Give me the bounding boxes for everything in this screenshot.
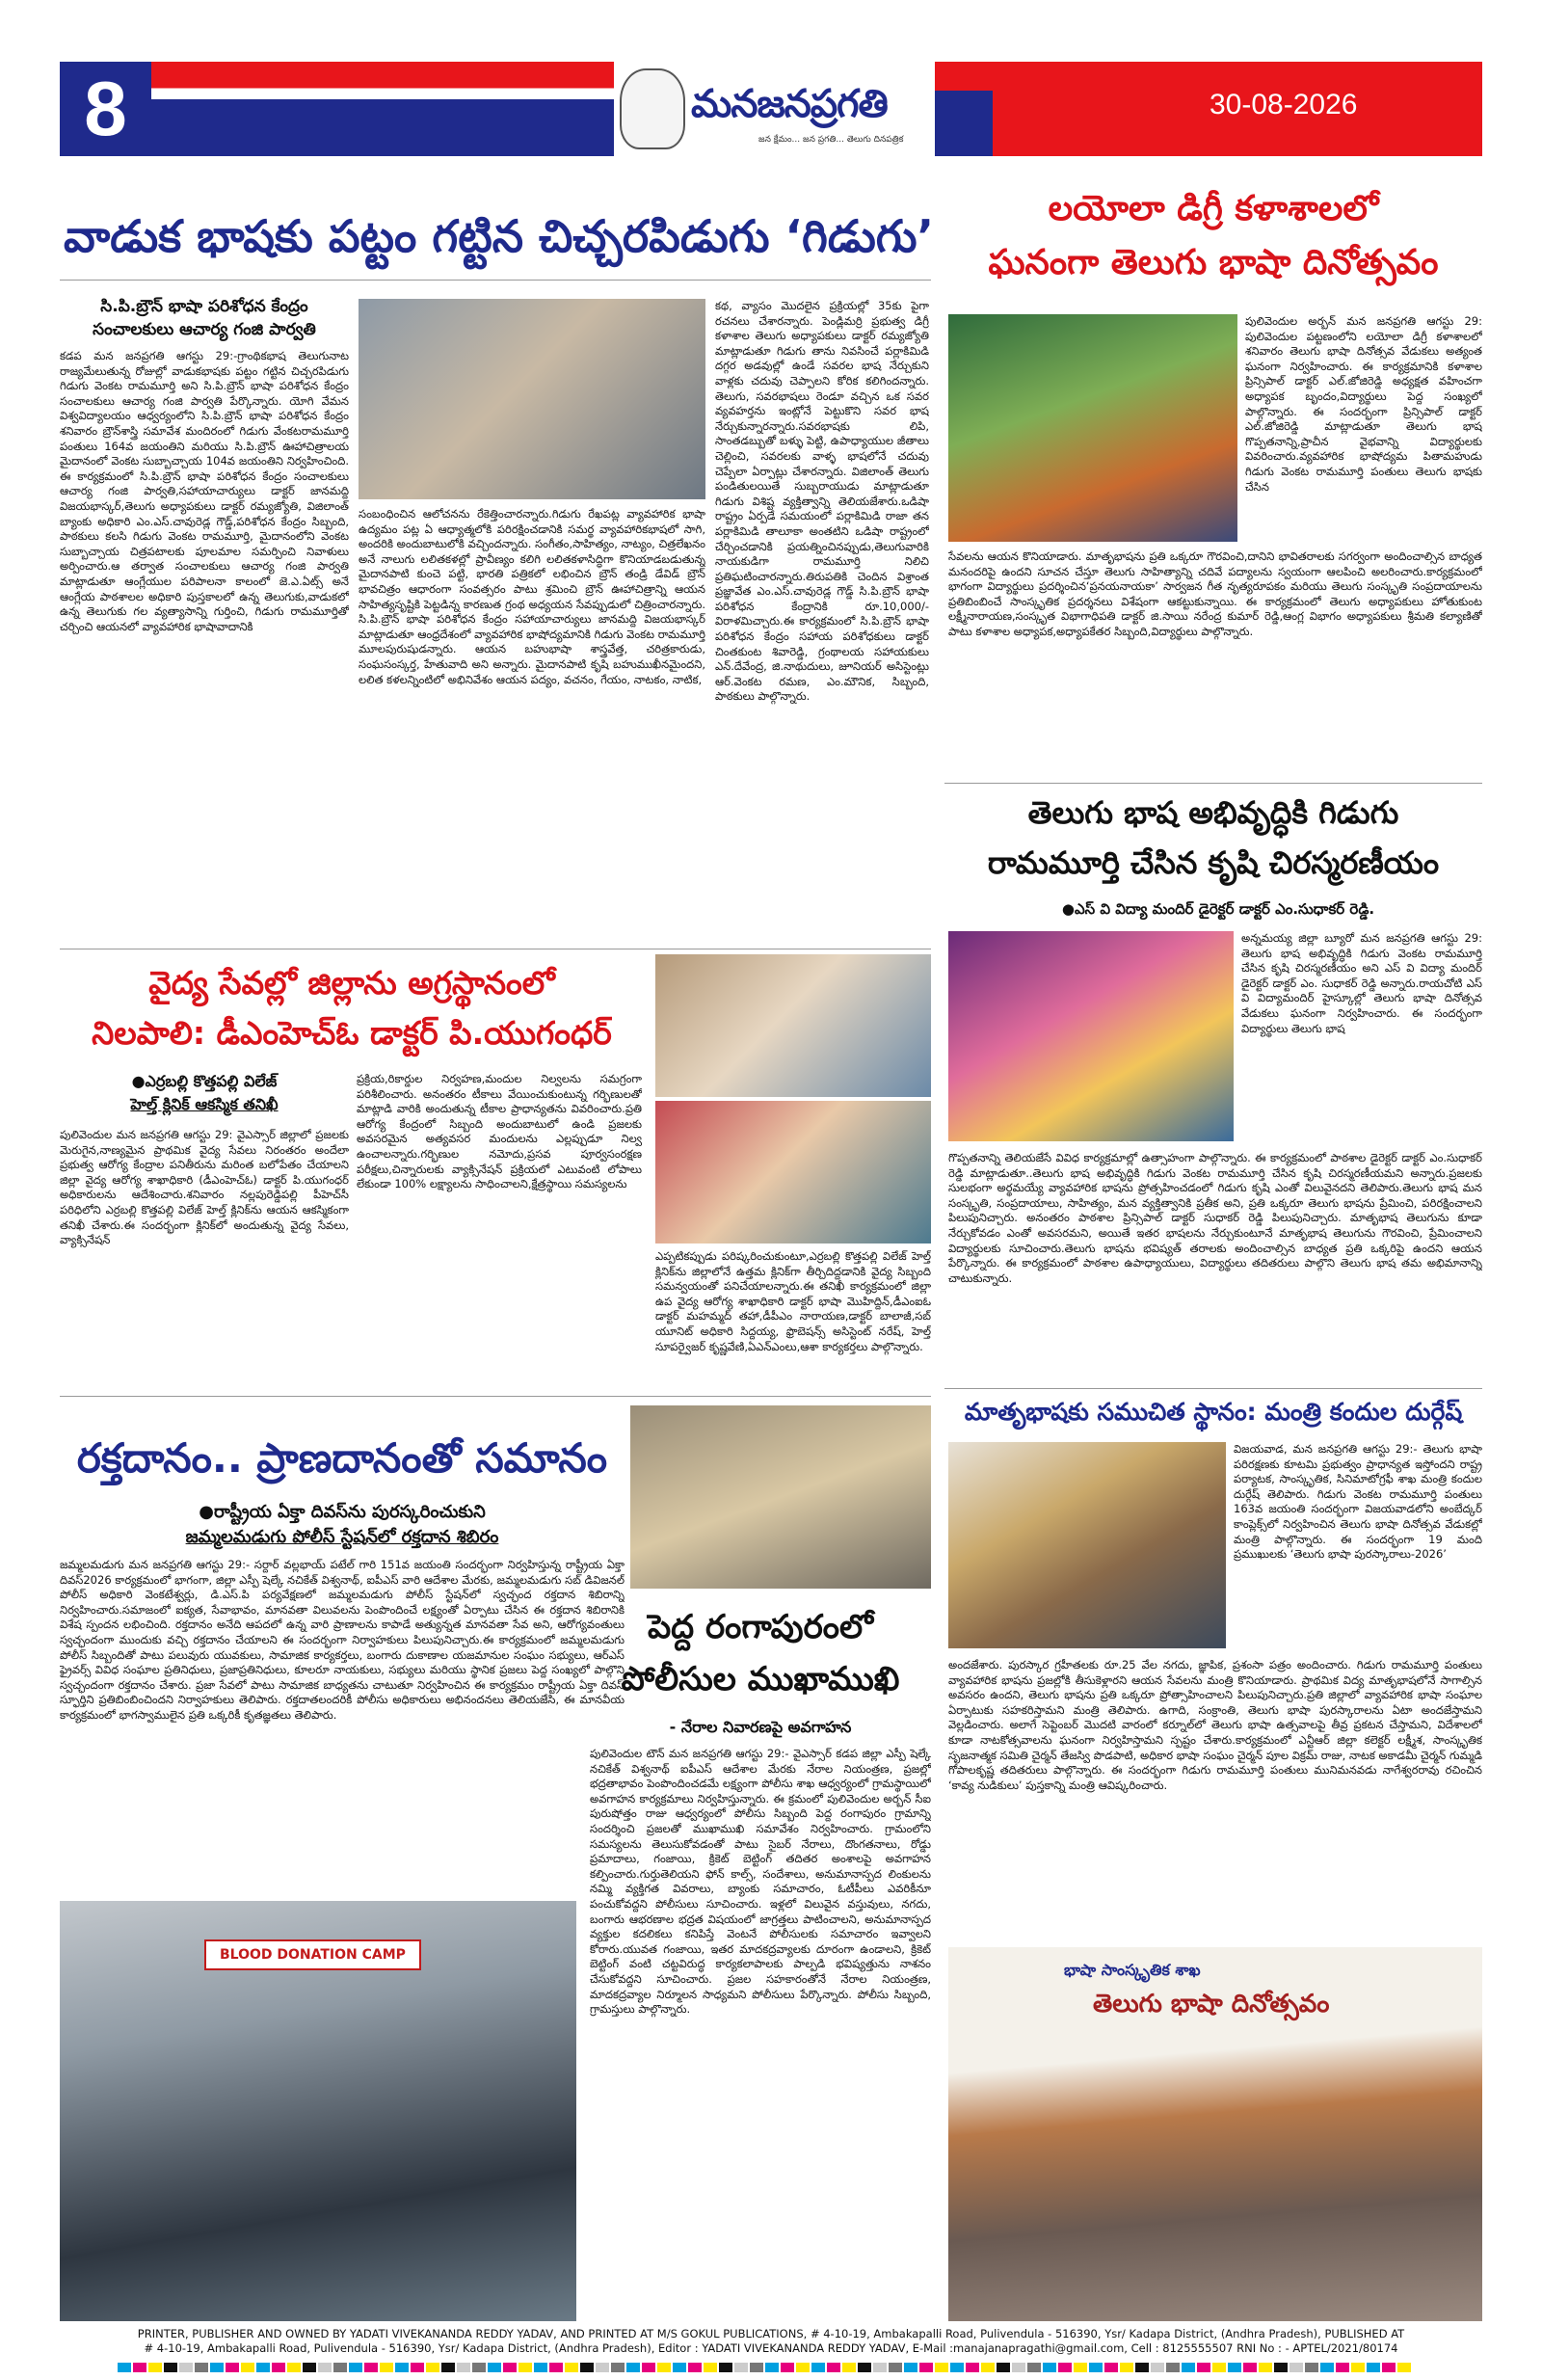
minister-photo <box>948 1442 1226 1648</box>
main-story-photo <box>359 299 705 499</box>
blood-subhead-1: ●రాష్ట్రీయ ఏక్తా దివస్‌ను పురస్కరించుకుని <box>199 1502 486 1522</box>
registration-swatch <box>1043 2363 1056 2372</box>
registration-swatch <box>626 2363 640 2372</box>
registration-swatch <box>534 2363 547 2372</box>
registration-swatch <box>518 2363 532 2372</box>
registration-swatch <box>195 2363 208 2372</box>
registration-swatch <box>472 2363 486 2372</box>
registration-swatch <box>734 2363 748 2372</box>
police-body: పులివెందుల టౌన్ మన జనప్రగతి ఆగస్టు 29:- వైఎస్సార్ కడప జిల్లా ఎస్పీ షెల్కే నచికేత్ విశ్వనాథ్ ఐపీఎస్ ఆదేశాల మేరకు నేరాల నియంత్రణ, ప్రజల్లో భద్రతాభావం పెంపొందించడమే లక్ష్యంగా పోలీసు శాఖ ఆధ్వర్యంలో గ్రామస్థాయిలో అవగాహన కార్యక్రమాలు నిర్వహిస్తున్నారు. ఈ క్రమంలో పులివెందుల అర్బన్ సీఐ పురుషోత్తం రాజు ఆధ్వర్యంలో పోలీసు సిబ్బంది పెద్ద రంగాపురం గ్రామాన్ని సందర్శించి ప్రజలతో ముఖాముఖి సమావేశం నిర్వహించారు. గ్రామంలోని సమస్యలను తెలుసుకోవడంతో పాటు సైబర్ నేరాలు, దొంగతనాలు, రోడ్డు ప్రమాదాలు, గంజాయి, క్రికెట్ బెట్టింగ్ తదితర అంశాలపై అవగాహన కల్పించారు.గుర్తుతెలియని ఫోన్ కాల్స్, సందేశాలు, అనుమానాస్పద లింకులను నమ్మి వ్యక్తిగత వివరాలు, బ్యాంకు సమాచారం, ఓటీపీలు ఎవరికీనూ పంచుకోవద్దని పోలీసులు సూచించారు. ఇళ్లలో విలువైన వస్తువులు, నగదు, బంగారు ఆభరణాల భద్రత విషయంలో జాగ్రత్తలు పాటించాలని, అనుమానాస్పద వ్యక్తుల కదలికలు కనిపిస్తే వెంటనే పోలీసులకు సమాచారం ఇవ్వాలని కోరారు.యువత గంజాయి, ఇతర మాదకద్రవ్యాలకు దూరంగా ఉండాలని, క్రికెట్ బెట్టింగ్ వంటి చట్టవిరుద్ధ కార్యకలాపాలకు పాల్పడి భవిష్యత్తును నాశనం చేసుకోవద్దని సూచించారు. ప్రజల సహకారంతోనే నేరాల నియంత్రణ, మాదకద్రవ్యాల నిర్మూలన సాధ్యమని పోలీసులు పేర్కొన్నారు. పోలీసు సిబ్బంది, గ్రామస్తులు పాల్గొన్నారు. <box>590 1747 931 2017</box>
growth-body-a: అన్నమయ్య జిల్లా బ్యూరో మన జనప్రగతి ఆగస్టు 29: తెలుగు భాష అభివృద్ధికి గిడుగు వెంకట రామమూర్తి చేసిన కృషి చిరస్మరణీయం అని ఎస్ వి విద్యా మందిర్ డైరెక్టర్ డాక్టర్ ఎం. సుధాకర్ రెడ్డి అన్నారు.రాయచోటి ఎస్ వి విద్యామందిర్ హైస్కూల్లో తెలుగు భాషా దినోత్సవ వేడుకలు ఘనంగా నిర్వహించారు. ఈ సందర్భంగా విద్యార్థులు తెలుగు భాష <box>1241 931 1482 1035</box>
registration-swatch <box>1320 2363 1334 2372</box>
registration-swatch <box>1305 2363 1318 2372</box>
blood-photo <box>60 1901 576 2321</box>
police-headline-1: పెద్ద రంగాపురంలో <box>648 1608 873 1646</box>
registration-swatch <box>133 2363 146 2372</box>
registration-swatch <box>827 2363 840 2372</box>
medical-col3: ఎప్పటికప్పుడు పరిష్కరించుకుంటూ,ఎర్రబల్లి కొత్తపల్లి విలేజ్ హెల్త్ క్లినిక్‌ను జిల్లాలోనే ఉత్తమ క్లినిక్‌గా తీర్చిదిద్దడానికి వైద్య సిబ్బంది సమన్వయంతో పనిచేయాలన్నారు.ఈ తనిఖీ కార్యక్రమంలో జిల్లా ఉప వైద్య ఆరోగ్య శాఖాధికారి డాక్టర్ భాషా మొహిద్దిన్,డీఎంఐఓ డాక్టర్ మహమ్మద్ తహా,డీపీఎం నారాయణ,డాక్టర్ బాలాజీ,సబ్ యూనిట్ అధికారి సిద్దయ్య, ఫ్రొబెషన్స్‌ అసిస్టెంట్ నరేష్, హెల్త్ సూపర్వైజర్ కృష్ణవేణి,ఏఎన్ఎంలు,ఆశా కార్యకర్తలు పాల్గొన్నారు. <box>655 1249 931 1353</box>
registration-swatch <box>642 2363 655 2372</box>
registration-swatch <box>1336 2363 1349 2372</box>
registration-swatch <box>364 2363 378 2372</box>
registration-swatch <box>811 2363 825 2372</box>
registration-swatch <box>395 2363 409 2372</box>
registration-swatch <box>287 2363 301 2372</box>
registration-swatch <box>333 2363 347 2372</box>
loyola-photo <box>948 314 1237 542</box>
registration-swatch <box>1228 2363 1241 2372</box>
registration-swatch <box>950 2363 964 2372</box>
registration-swatch <box>1367 2363 1380 2372</box>
issue-date: 30-08-2026 <box>1210 89 1358 120</box>
registration-swatch <box>935 2363 948 2372</box>
registration-swatch <box>596 2363 609 2372</box>
registration-swatch <box>796 2363 810 2372</box>
header-band-left <box>151 62 614 156</box>
header-band-right <box>935 62 1482 156</box>
registration-swatch <box>565 2363 578 2372</box>
registration-swatch <box>1182 2363 1195 2372</box>
minister-headline: మాతృభాషకు సముచిత స్థానం: మంత్రి కందుల దుర్గేష్ <box>964 1398 1463 1426</box>
imprint-line-2: # 4-10-19, Ambakapalli Road, Pulivendula - 516390, Ysr/ Kadapa District, (Andhra Pradesh), Editor : YADATI VIVEKANANDA REDDY YADAV, E-Mail :manajanapragathi@gmail.com, Cell : 8125555507 RNI No : - APTEL/2021/80174 <box>144 2341 1398 2355</box>
registration-swatch <box>118 2363 131 2372</box>
main-story-col2: సంబంధించిన ఆలోచనను రేకెత్తించారన్నారు.గిడుగు రేఖపట్ల వ్యావహారిక భాషా ఉద్యమం పట్ల ఏ ఆధ్యాత్మలోకి పరిరక్షించడానికి సమర్థ వ్యావహారికభాషలో సాగి, అందరికి అందుబాటులోకి వచ్చిందన్నారు. సంగీతం,సాహిత్యం, నాట్యం, చిత్రలేఖనం అనే నాలుగు లలితకళల్లో ప్రావీణ్యం కలిగి లలితకళాసిద్ధిగా కొనియాడబడుతున్న మైదానపాటి కుంచె పట్టి, భారతి పత్రికలో లభించిన బ్రౌన్ తండ్రి డేవిడ్ బ్రౌన్ భావచిత్రం ఆధారంగా సంవత్సరం పాటు శ్రమించి బ్రౌన్ ఊహాచిత్రాన్ని ఆయన సాహిత్యసృష్టికి పెట్టడిన్న కారణుత గ్రంథ అధ్యయన సేవప్పుడులో చిత్రించారన్నారు. సి.పి.బ్రౌన్ భాషా పరిశోధన కేంద్రం సహాయాచార్యులు జానమద్ది విజయభాస్కర్ మాట్లాడుతూ ఆంధ్రదేశంలో వ్యావహారిక భాషోద్యమానికి గిడుగు వెంకట రామమూర్తి మూలపురుషుడన్నారు. ఆయన బహుభాషా శాస్త్రవేత్త, చరిత్రకారుడు, సంఘసంస్కర్త, హేతువాది అని అన్నారు. మైదానపాటి కృషి బహుముఖీనమైందని, లలిత కళలన్నింటిలో అభినివేశం ఆయన పద్యం, వచనం, గేయం, నాటకం, నాటిక, <box>359 507 705 686</box>
registration-swatch <box>919 2363 933 2372</box>
registration-swatch <box>441 2363 455 2372</box>
registration-swatch <box>1074 2363 1087 2372</box>
growth-body-b: గొప్పతనాన్ని తెలియజేసే వివిధ కార్యక్రమాల్లో ఉత్సాహంగా పాల్గొన్నారు. ఈ కార్యక్రమంలో పాఠశాల డైరెక్టర్ డాక్టర్ ఎం.సుధాకర్ రెడ్డి మాట్లాడుతూ..తెలుగు భాష అభివృద్ధికి గిడుగు వెంకట రామమూర్తి చేసిన కృషి చిరస్మరణీయమని అన్నారు.ప్రజలకు సులభంగా అర్థమయ్యే వ్యావహారిక భాషను ప్రోత్సహించడంలో గిడుగు కృషి ఎంతో విలువైనదని తెలిపారు.తెలుగు భాష మన సంస్కృతి, సంప్రదాయాలు, సాహిత్యం, మన వ్యక్తిత్వానికి ప్రతీక అని, ప్రతి ఒక్కరూ తెలుగు భాషను ప్రేమించి, పరిరక్షించాలని పిలుపునిచ్చారు. అనంతరం పాఠశాల ప్రిన్సిపాల్ డాక్టర్ సుధాకర్ రెడ్డి పిలుపునిచ్చారు. మాతృభాష తెలుగును కూడా నేర్చుకోవడం ఎంతో అవసరమని, అయితే ఇతర భాషలను నేర్చుకుంటూనే మాతృభాష తెలుగును గౌరవించి, ప్రేమించాలని విద్యార్థులకు సూచించారు.తెలుగు భాషను భవిష్యత్ తరాలకు అందించాల్సిన బాధ్యత ప్రతి ఒక్కరిపై ఉందని ఆయన పేర్కొన్నారు. ఈ కార్యక్రమంలో పాఠశాల ఉపాధ్యాయులు, విద్యార్థులు తదితరులు పాల్గొని తెలుగు భాష తమ అభిమానాన్ని చాటుకున్నారు. <box>948 1151 1482 1285</box>
registration-swatch <box>1120 2363 1133 2372</box>
registration-swatch <box>611 2363 625 2372</box>
main-headline: వాడుక భాషకు పట్టం గట్టిన చిచ్చరపిడుగు ‘గిడుగు’ <box>64 210 935 262</box>
registration-swatch <box>1012 2363 1025 2372</box>
main-subhead-1: సి.పి.బ్రౌన్ భాషా పరిశోధన కేంద్రం <box>100 297 308 316</box>
growth-photo <box>948 931 1234 1141</box>
registration-swatch <box>719 2363 732 2372</box>
medical-subhead-2: హెల్త్ క్లినిక్ ఆకస్మిక తనిఖీ <box>130 1095 279 1113</box>
registration-swatch <box>842 2363 856 2372</box>
blood-subhead-2: జమ్మలమడుగు పోలీస్ స్టేషన్‌లో రక్తదాన శిబిరం <box>185 1527 499 1547</box>
page-number: 8 <box>60 62 151 156</box>
registration-swatch <box>1027 2363 1041 2372</box>
blood-banner: BLOOD DONATION CAMP <box>204 1939 421 1970</box>
registration-swatch <box>704 2363 717 2372</box>
registration-swatch <box>1089 2363 1103 2372</box>
loyola-body-a: పులివెందుల అర్బన్ మన జనప్రగతి ఆగస్టు 29: పులివెందుల పట్టణంలోని లయోలా డిగ్రీ కళాశాలలో శనివారం తెలుగు భాషా దినోత్సవ వేడుకలు అత్యంత ఘనంగా నిర్వహించారు. ఈ కార్యక్రమానికి కళాశాల ప్రిన్సిపాల్ డాక్టర్ ఎల్.జోజిరెడ్డి అధ్యక్షత వహించగా అధ్యాపక బృందం,విద్యార్థులు పెద్ద సంఖ్యలో పాల్గొన్నారు. ఈ సందర్భంగా ప్రిన్సిపాల్ డాక్టర్ ఎల్.జోజిరెడ్డి మాట్లాడుతూ తెలుగు భాష గొప్పతనాన్ని,ప్రాచీన వైభవాన్ని విద్యార్థులకు వివరించారు.వ్యవహారిక భాషోద్యమ పితామహుడు గిడుగు వెంకట రామమూర్తి పంతులు తెలుగు భాషకు చేసిన <box>1245 314 1482 494</box>
registration-swatch <box>1135 2363 1149 2372</box>
registration-swatch <box>750 2363 763 2372</box>
registration-swatch <box>488 2363 501 2372</box>
minister-body-a: విజయవాడ, మన జనప్రగతి ఆగస్టు 29:- తెలుగు భాషా పరిరక్షణకు కూటమి ప్రభుత్వం ప్రాధాన్యత ఇస్తోందని రాష్ట్ర పర్యాటక, సాంస్కృతిక, సినిమాటోగ్రఫీ శాఖ మంత్రి కందుల దుర్గేష్ తెలిపారు. గిడుగు వెంకట రామమూర్తి పంతులు 163వ జయంతి సందర్భంగా విజయవాడలోని అంబేద్కర్ కాంప్లెక్స్‌లో నిర్వహించిన తెలుగు భాషా దినోత్సవ వేడుకల్లో మంత్రి పాల్గొన్నారు. ఈ సందర్భంగా 19 మంది ప్రముఖులకు ‘తెలుగు భాషా పురస్కారాలు-2026’ <box>1234 1442 1482 1562</box>
registration-swatch <box>1166 2363 1180 2372</box>
minister-banner-2: తెలుగు భాషా దినోత్సవం <box>1093 1990 1330 2019</box>
registration-swatch <box>1243 2363 1257 2372</box>
medical-col2: ప్రక్రియ,రికార్డుల నిర్వహణ,మందుల నిల్వలను సమగ్రంగా పరిశీలించారు. అనంతరం టీకాలు వేయించుకుంటున్న గర్భిణులతో మాట్లాడి వారికి అందుతున్న టీకాల ప్రాధాన్యతను వివరించారు.ప్రతి ఆరోగ్య కేంద్రంలో సిబ్బంది అందుబాటులో ఉండి ప్రజలకు అవసరమైన అత్యవసర మందులను ఎల్లప్పుడూ నిల్వ ఉంచాలన్నారు.గర్భిణుల నమోదు,ప్రసవ పూర్వసంరక్షణ పరీక్షలు,చిన్నారులకు వ్యాక్సినేషన్ ప్రక్రియలో ఎటువంటి లోపాలు లేకుండా 100% లక్ష్యాలను సాధించాలని,క్షేత్రస్థాయి సమస్యలను <box>357 1072 642 1191</box>
registration-swatch <box>1104 2363 1118 2372</box>
registration-swatch <box>303 2363 316 2372</box>
registration-swatch <box>1351 2363 1365 2372</box>
registration-swatch <box>210 2363 224 2372</box>
blood-side-photo <box>630 1405 931 1589</box>
minister-banner-1: భాషా సాంస్కృతిక శాఖ <box>1064 1961 1201 1979</box>
registration-swatch <box>426 2363 439 2372</box>
medical-subhead-1: ●ఎర్రబల్లి కొత్తపల్లి విలేజ్ <box>131 1072 278 1090</box>
growth-subhead: ●ఎస్ వి విద్యా మందిర్ డైరెక్టర్ డాక్టర్ ఎం.సుధాకర్ రెడ్డి. <box>1061 900 1375 918</box>
registration-swatch <box>457 2363 470 2372</box>
color-registration-bar <box>60 2358 1482 2367</box>
registration-swatch <box>765 2363 779 2372</box>
growth-headline-1: తెలుగు భాష అభివృద్ధికి గిడుగు <box>1027 794 1399 831</box>
registration-swatch <box>256 2363 270 2372</box>
registration-swatch <box>164 2363 177 2372</box>
registration-swatch <box>1151 2363 1164 2372</box>
registration-swatch <box>411 2363 424 2372</box>
minister-body-b: అందజేశారు. పురస్కార గ్రహీతలకు రూ.25 వేల నగదు, జ్ఞాపిక, ప్రశంసా పత్రం అందించారు. గిడుగు రామమూర్తి పంతులు వ్యావహారిక భాషను ప్రజల్లోకి తీసుకెళ్లారని ఆయన సేవలను మంత్రి కొనియాడారు. ప్రాథమిక విద్య మాతృభాషలోనే సాగాల్సిన అవసరం ఉందని, తెలుగు భాషను ప్రతి ఒక్కరూ ప్రోత్సాహించాలని పిలుపునిచ్చారు.ప్రతి జిల్లాలో వ్యావహారిక భాషా సంఘాల ఏర్పాటుకు సహకరిస్తామని మంత్రి తెలిపారు. ఉగాది, సంక్రాంతి, తెలుగు భాషా పురస్కారాలను ఏటా అందజేస్తామని వెల్లడించారు. అలాగే సెప్టెంబర్ మొదటి వారంలో కర్నూల్‌లో తెలుగు భాషా ఉత్సవాలపై తీవ్ర ప్రకటన చేస్తామని, విదేశాలలో కూడా నాటకోత్సవాలను ఘనంగా నిర్వహిస్తామని స్పష్టం చేశారు.కార్యక్రమంలో ఎన్టీఆర్ జిల్లా కలెక్టర్ లక్ష్మీశ, సాంస్కృతిక సృజనాత్మక సమితి చైర్మన్ తేజస్వి పొడపాటి, అధికార భాషా సంఘం చైర్మన్ పూల విక్రమ్ రాజు, నాటక అకాడమీ చైర్మన్ గుమ్మడి గోపాలకృష్ణ తదితరులు పాల్గొన్నారు. ఈ సందర్భంగా గిడుగు రామమూర్తి పంతులు మునిమనవడు నాగేశ్వరరావు రచించిన ‘కావ్య నుడికులు’ పుస్తకాన్ని మంత్రి ఆవిష్కరించారు. <box>948 1658 1482 1792</box>
medical-photo-1 <box>655 954 931 1097</box>
imprint-line-1: PRINTER, PUBLISHER AND OWNED BY YADATI VIVEKANANDA REDDY YADAV, AND PRINTED AT M/S GOKUL PUBLICATIONS, # 4-10-19, Ambakapalli Road, Pulivendula - 516390, Ysr/ Kadapa District, (Andhra Pradesh), PUBLISHED AT <box>137 2327 1405 2340</box>
growth-headline-2: రామమూర్తి చేసిన కృషి చిరస్మరణీయం <box>987 844 1440 881</box>
loyola-headline-2: ఘనంగా తెలుగు భాషా దినోత్సవం <box>988 243 1439 282</box>
masthead <box>614 62 935 156</box>
registration-swatch <box>858 2363 871 2372</box>
registration-swatch <box>889 2363 902 2372</box>
main-story-col3: కథ, వ్యాసం మొదలైన ప్రక్రియల్లో 35కు పైగా రచనలు చేశారన్నారు. పెండ్లిమర్రి ప్రభుత్వ డిగ్రీ కళాశాల తెలుగు అధ్యాపకులు డాక్టర్ రమ్యజ్యోతి మాట్లాడుతూ గిడుగు తాను నివసించే పర్లాకిమిడి దగ్గర అడవుల్లో ఉండే సవరల భాష నేర్చుకుని వాళ్లకు చదువు చెప్పాలని కోరిక కలిగిందన్నారు. తెలుగు, సవరభాషలు రెండూ వచ్చిన ఒక సవర వ్యవహర్తను ఇంట్లోనే పెట్టుకొని సవర భాష నేర్చుకున్నారన్నారు.సవరభాషకు లిపి, సాంతడబ్బుతో బళ్ళు పెట్టి, ఉపాధ్యాయుల జీతాలు చెల్లించి, సవరలకు వాళ్ళ భాషలోనే చదువు చెప్పేలా ఏర్పాట్లు చేశారన్నారు. విజిలాంత్ తెలుగు పండితులయితే సుబ్బరాయుడు మాట్లాడుతూ గిడుగు విశిష్ట వ్యక్తిత్వాన్ని తెలియజేశారు.ఒడిషా రాష్ట్రం ఏర్పడే సమయంలో పర్లాకిమిడి రాజా తన పర్లాకిమిడి తాలూకా అంతటిని ఒడిషా రాష్ట్రంలో చేర్చించడానికి ప్రయత్నించినప్పుడు,తెలుగువారికి నాయకుడిగా రామమూర్తి నిలిచి ప్రతిఘటించారన్నారు.తిరుపతికి చెందిన విశ్రాంత ప్రజ్ఞావేత ఎం.ఎస్.చావురెడ్ల గౌడ్డ్ సి.పి.బ్రౌన్ భాషా పరిశోధన కేంద్రానికి రూ.10,000/- విరాళమిచ్చారు.ఈ కార్యక్రమంలో సి.పి.బ్రౌన్ భాషా పరిశోధన కేంద్రం సహాయ పరిశోధకులు డాక్టర్ చింతకుంట శివారెడ్డి, గ్రంథాలయ సహాయకులు ఎన్.దేవేంద్ర, జి.నాథుదులు, జూనియర్ అసిస్టెంట్లు ఆర్.వెంకట రమణ, ఎం.మౌనిక, సిబ్బంది, పాఠకులు పాల్గొన్నారు. <box>715 299 929 704</box>
registration-swatch <box>549 2363 563 2372</box>
main-story-col1: కడప మన జనప్రగతి ఆగస్టు 29:-గ్రాంథికభాష తెలుగునాట రాజ్యమేలుతున్న రోజుల్లో వాడుకభాషకు పట్టం గట్టిన చిచ్చరపిడుగు గిడుగు వెంకట రామమూర్తి అని సి.పి.బ్రౌన్ భాషా పరిశోధన కేంద్రం సంచాలకులు ఆచార్య గంజి పార్వతి పేర్కొన్నారు. యోగి వేమన విశ్వవిద్యాలయం ఆధ్వర్యంలోని సి.పి.బ్రౌన్ భాషా పరిశోధన కేంద్రం శనివారం బ్రౌన్‌శాస్త్రి సమావేశ మందిరంలో గిడుగు వేంకటరామమూర్తి పంతులు 164వ జయంతిని మరియు సి.పి.బ్రౌన్ ఊహాచిత్రాలయ మైదానంలో వెంకట సుబ్బాచ్చాయ 104వ జయంతిని నిర్వహించింది. ఈ కార్యక్రమంలో సి.పి.బ్రౌన్ భాషా పరిశోధన కేంద్రం సంచాలకులు ఆచార్య గంజి పార్వతి,సహాయాచార్యులు డాక్టర్ జానమద్ది విజయభాస్కర్,తెలుగు అధ్యాపకులు డాక్టర్ రమ్యజ్యోతి, విజిలాంత్ బ్యాంకు అధికారి ఎం.ఎస్.చావురెడ్ల గౌడ్డ్,పరిశోధన కేంద్రం సిబ్బంది, పాఠకులు కలసి గిడుగు వెంకట రామమూర్తి, మైదానంలోని వెంకట సుబ్బాచ్చాయ చిత్రపటాలకు పూలమాల సమర్పించి నివాళులు అర్పించారు.ఆ తర్వాత సంచాలకులు ఆచార్య గంజి పార్వతి మాట్లాడుతూ ఆంగ్లేయుల పరిపాలనా కాలంలో జె.ఎ.ఏట్స్ అనే ఆంగ్లేయ పాఠశాలల అధికారి పుస్తకాలలో ఉన్న తెలుగుకు,వాడుకలో ఉన్న తెలుగుకు గల వ్యత్యాసాన్ని గుర్తించి, గిడుగు రామమూర్తితో చర్చించి ఆయనలో వ్యావహారిక భాషావాదానికి <box>60 349 349 633</box>
registration-swatch <box>688 2363 702 2372</box>
registration-swatch <box>349 2363 362 2372</box>
registration-swatch <box>226 2363 239 2372</box>
registration-swatch <box>981 2363 995 2372</box>
registration-swatch <box>1382 2363 1396 2372</box>
medical-col1: పులివెందుల మన జనప్రగతి ఆగస్టు 29: వైఎస్సార్ జిల్లాలో ప్రజలకు మెరుగైన,నాణ్యమైన ప్రాథమిక వైద్య సేవలు నిరంతరం అందేలా ప్రభుత్వ ఆరోగ్య కేంద్రాల పనితీరును మరింత బలోపేతం చేయాలని జిల్లా వైద్య ఆరోగ్య శాఖాధికారి (డీఎంహెచ్ఓ) డాక్టర్ పి.యుగంధర్ అధికారులను ఆదేశించారు.శనివారం నల్లపురెడ్డిపల్లి పీహెచ్‌సీ పరిధిలోని ఎర్రబల్లి కొత్తపల్లి విలేజ్ హెల్త్ క్లినిక్‌ను ఆయన ఆకస్మికంగా తనిఖీ చేశారు.ఈ సందర్భంగా క్లినిక్‌లో అందుతున్న వైద్య సేవలు, వ్యాక్సినేషన్ <box>60 1128 349 1247</box>
police-subhead: - నేరాల నివారణపై అవగాహన <box>669 1718 852 1736</box>
main-subhead-2: సంచాలకులు ఆచార్య గంజి పార్వతి <box>93 320 316 339</box>
registration-swatch <box>503 2363 517 2372</box>
imprint <box>60 2327 1482 2356</box>
registration-swatch <box>580 2363 594 2372</box>
medical-headline-2: నిలపాలి: డీఎంహెచ్ఓ డాక్టర్ పి.యుగంధర్ <box>92 1014 612 1052</box>
blood-headline: రక్తదానం.. ప్రాణదానంతో సమానం <box>76 1434 608 1482</box>
police-headline-2: పోలీసుల ముఖాముఖి <box>621 1660 900 1698</box>
registration-swatch <box>657 2363 671 2372</box>
registration-swatch <box>1289 2363 1303 2372</box>
registration-swatch <box>380 2363 393 2372</box>
registration-swatch <box>997 2363 1010 2372</box>
registration-swatch <box>179 2363 193 2372</box>
registration-swatch <box>673 2363 686 2372</box>
registration-swatch <box>873 2363 887 2372</box>
minister-award-photo <box>948 1947 1482 2321</box>
registration-swatch <box>272 2363 285 2372</box>
registration-swatch <box>1397 2363 1411 2372</box>
medical-photo-2 <box>655 1101 931 1243</box>
registration-swatch <box>148 2363 162 2372</box>
registration-swatch <box>1212 2363 1226 2372</box>
registration-swatch <box>1197 2363 1210 2372</box>
registration-swatch <box>318 2363 332 2372</box>
registration-swatch <box>1259 2363 1272 2372</box>
loyola-body-b: సేవలను ఆయన కొనియాడారు. మాతృభాషను ప్రతి ఒక్కరూ గౌరవించి,దానిని భావితరాలకు సగర్వంగా అందించాల్సిన బాధ్యత మనందరిపై ఉందని సూచన చేస్తూ తెలుగు సాహిత్యాన్ని చదివే పద్యాలను స్వయంగా ఆలపించి అలరించారు.కార్యక్రమంలో భాగంగా విద్యార్థులు ప్రదర్శించిన‘ప్రనయనాయకా’ సార్వజన గీత నృత్యరూపకం మరియు తెలుగు సంస్కృతి సంప్రదాయాలను ప్రతిబింబించే సాంస్కృతిక ప్రదర్శనలు విశేషంగా ఆకట్టుకున్నాయి. ఈ కార్యక్రమంలో తెలుగు అధ్యాపకులు హోతుకుంట లక్ష్మీనారాయణ,సంస్కృత విభాగాధిపతి డాక్టర్ జి.సాయి నరేంద్ర కుమార్ రెడ్డి,ఆంగ్ల విభాగం అధ్యాపకులు శ్రీమతి కల్యాణితో పాటు కళాశాల అధ్యాపక,అధ్యాపకేతర సిబ్బంది,విద్యార్థులు పాల్గొన్నారు. <box>948 549 1482 638</box>
registration-swatch <box>241 2363 254 2372</box>
registration-swatch <box>781 2363 794 2372</box>
masthead-portrait-icon <box>620 68 685 149</box>
registration-swatch <box>904 2363 917 2372</box>
medical-headline-1: వైద్య సేవల్లో జిల్లాను అగ్రస్థానంలో <box>148 964 555 1002</box>
blood-body: జమ్మలమడుగు మన జనప్రగతి ఆగస్టు 29:- సర్దార్ వల్లభాయ్ పటేల్ గారి 151వ జయంతి సందర్భంగా నిర్వహిస్తున్న రాష్ట్రీయ ఏక్తా దివస్2026 కార్యక్రమంలో భాగంగా, జిల్లా ఎస్పీ షెల్కే నచికేత్ విశ్వనాథ్, ఐపీఎస్ వారి ఆదేశాల మేరకు, జమ్మలమడుగు సబ్ డివిజనల్ పోలీస్ అధికారి వెంకటేశ్వర్లు, డి.ఎస్.పి పర్యవేక్షణలో జమ్మలమడుగు పోలీస్ స్టేషన్‌లో స్వచ్ఛంద రక్తదాన శిబిరాన్ని నిర్వహించారు.సమాజంలో ఐక్యత, సేవాభావం, మానవతా విలువలను పెంపొందించే లక్ష్యంతో ఏర్పాటు చేసిన ఈ రక్తదాన శిబిరానికి విశేష స్పందన లభించింది. రక్తదానం అనేది ఆపదలో ఉన్న వారి ప్రాణాలను కాపాడే అత్యున్నత మానవతా సేవ అని, ఆరోగ్యవంతులు స్వచ్ఛందంగా ముందుకు వచ్చి రక్తదానం చేయాలని ఈ సందర్భంగా నిర్వాహకులు పిలుపునిచ్చారు.ఈ కార్యక్రమంలో జమ్మలమడుగు పోలీస్ సిబ్బందితో పాటు పలువురు యువకులు, సామాజిక కార్యకర్తలు, బంగారు దుకాణాల యజమానుల సంఘం సభ్యులు, ఆర్ఎస్ ఫ్రైవర్స్ వివిధ సంఘాల ప్రతినిధులు, ప్రజాప్రతినిధులు, కూలరూ నాయకులు, సభ్యులు మరియు స్థానిక ప్రజలు పెద్ద సంఖ్యలో పాల్గొని స్వచ్ఛందంగా రక్తదానం చేశారు. ప్రజా సేవలో పాటు సామాజిక బాధ్యతను చాటుతూ నిర్వహించిన ఈ కార్యక్రమం రాష్ట్రీయ ఏక్తా దివస్ స్ఫూర్తిని ప్రతిబింబించిందని నిర్వాహకులు తెలిపారు. రక్తదాతలందరికీ పోలీసు అధికారులు అభినందనలు తెలియజేసి, ఈ మానవీయ కార్యక్రమంలో భాగస్వాములైన ప్రతి ఒక్కరికీ కృతజ్ఞతలు తెలిపారు. <box>60 1558 625 1722</box>
registration-swatch <box>1058 2363 1072 2372</box>
registration-marks-icon <box>60 2363 1482 2372</box>
masthead-tagline: జన క్షేమం... జన ప్రగతి... తెలుగు దినపత్రిక <box>758 135 904 145</box>
masthead-title: మనజనప్రగతి <box>691 82 888 126</box>
loyola-headline-1: లయోలా డిగ్రీ కళాశాలలో <box>1048 189 1379 228</box>
registration-swatch <box>1274 2363 1288 2372</box>
registration-swatch <box>966 2363 979 2372</box>
